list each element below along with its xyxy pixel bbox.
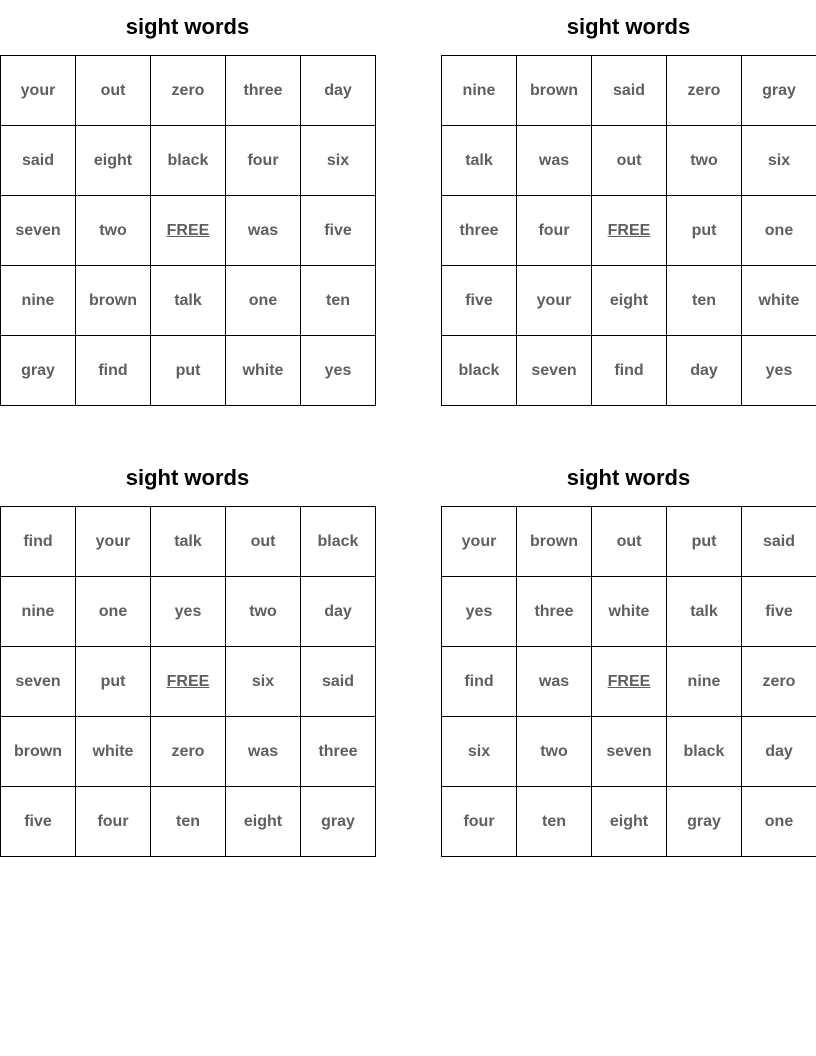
bingo-grid [0,506,376,857]
word-cell: out [76,56,151,126]
word-cell: one [226,266,301,336]
card-title-text: sight words [125,14,250,39]
word-cell: two [76,196,151,266]
word-cell: yes [442,577,517,647]
word-cell: white [592,577,667,647]
card-title-text: sight words [125,465,250,490]
word-cell: seven [592,717,667,787]
word-cell: seven [1,647,76,717]
word-cell: six [301,126,376,196]
word-cell: gray [301,787,376,857]
card-title-text: sight words [566,14,691,39]
word-cell: day [742,717,816,787]
word-cell: seven [517,336,592,406]
grid-row [442,56,816,126]
grid-row [1,577,376,647]
grid-row [1,196,376,266]
word-cell: talk [667,577,742,647]
grid-row [1,56,376,126]
grid-row [1,266,376,336]
word-cell: eight [226,787,301,857]
grid-row [442,647,816,717]
grid-row [442,126,816,196]
word-cell: five [442,266,517,336]
word-cell: two [667,126,742,196]
word-cell: yes [151,577,226,647]
bingo-grid [0,55,376,406]
word-cell: four [442,787,517,857]
grid-row [442,507,816,577]
word-cell: was [226,717,301,787]
word-cell: five [301,196,376,266]
word-cell: yes [742,336,816,406]
word-cell: seven [1,196,76,266]
word-cell: gray [667,787,742,857]
card-title-text: sight words [566,465,691,490]
word-cell: brown [76,266,151,336]
word-cell: two [226,577,301,647]
grid-row [1,717,376,787]
word-cell: was [517,647,592,717]
grid-row [1,507,376,577]
word-cell: brown [517,56,592,126]
free-space-cell: FREE [592,196,667,266]
grid-row [442,336,816,406]
word-cell: put [667,507,742,577]
word-cell: said [592,56,667,126]
card-title [441,0,816,55]
word-cell: find [442,647,517,717]
word-cell: six [226,647,301,717]
word-cell: four [226,126,301,196]
word-cell: put [151,336,226,406]
word-cell: eight [592,787,667,857]
bingo-card [0,451,375,857]
grid-row [442,266,816,336]
word-cell: six [742,126,816,196]
word-cell: nine [1,577,76,647]
word-cell: yes [301,336,376,406]
word-cell: one [742,787,816,857]
word-cell: find [76,336,151,406]
free-space-cell: FREE [151,196,226,266]
word-cell: six [442,717,517,787]
word-cell: ten [667,266,742,336]
word-cell: nine [667,647,742,717]
word-cell: zero [742,647,816,717]
word-cell: eight [592,266,667,336]
card-title [441,451,816,506]
word-cell: put [76,647,151,717]
word-cell: your [517,266,592,336]
word-cell: gray [742,56,816,126]
word-cell: was [517,126,592,196]
card-title [0,451,375,506]
grid-row [442,196,816,266]
word-cell: ten [517,787,592,857]
word-cell: day [301,577,376,647]
word-cell: find [592,336,667,406]
word-cell: put [667,196,742,266]
word-cell: said [1,126,76,196]
word-cell: nine [1,266,76,336]
word-cell: day [667,336,742,406]
word-cell: said [742,507,816,577]
word-cell: four [76,787,151,857]
word-cell: your [76,507,151,577]
word-cell: four [517,196,592,266]
word-cell: talk [151,507,226,577]
grid-row [1,336,376,406]
word-cell: three [517,577,592,647]
word-cell: black [151,126,226,196]
word-cell: zero [667,56,742,126]
word-cell: talk [442,126,517,196]
word-cell: three [442,196,517,266]
word-cell: out [592,126,667,196]
word-cell: nine [442,56,517,126]
word-cell: find [1,507,76,577]
word-cell: was [226,196,301,266]
word-cell: brown [1,717,76,787]
word-cell: black [667,717,742,787]
word-cell: one [742,196,816,266]
word-cell: two [517,717,592,787]
card-title [0,0,375,55]
word-cell: eight [76,126,151,196]
word-cell: white [226,336,301,406]
word-cell: out [592,507,667,577]
word-cell: black [301,507,376,577]
word-cell: white [742,266,816,336]
grid-row [1,787,376,857]
grid-row [1,126,376,196]
word-cell: black [442,336,517,406]
word-cell: your [442,507,517,577]
word-cell: out [226,507,301,577]
word-cell: white [76,717,151,787]
word-cell: five [1,787,76,857]
word-cell: three [301,717,376,787]
bingo-card [441,0,816,406]
word-cell: one [76,577,151,647]
bingo-card [0,0,375,406]
grid-row [442,787,816,857]
free-space-cell: FREE [151,647,226,717]
word-cell: zero [151,717,226,787]
word-cell: zero [151,56,226,126]
word-cell: day [301,56,376,126]
bingo-grid [441,506,816,857]
free-space-cell: FREE [592,647,667,717]
grid-row [442,577,816,647]
bingo-card [441,451,816,857]
word-cell: three [226,56,301,126]
word-cell: ten [151,787,226,857]
word-cell: gray [1,336,76,406]
word-cell: ten [301,266,376,336]
word-cell: talk [151,266,226,336]
word-cell: your [1,56,76,126]
word-cell: brown [517,507,592,577]
grid-row [442,717,816,787]
word-cell: five [742,577,816,647]
grid-row [1,647,376,717]
word-cell: said [301,647,376,717]
bingo-grid [441,55,816,406]
